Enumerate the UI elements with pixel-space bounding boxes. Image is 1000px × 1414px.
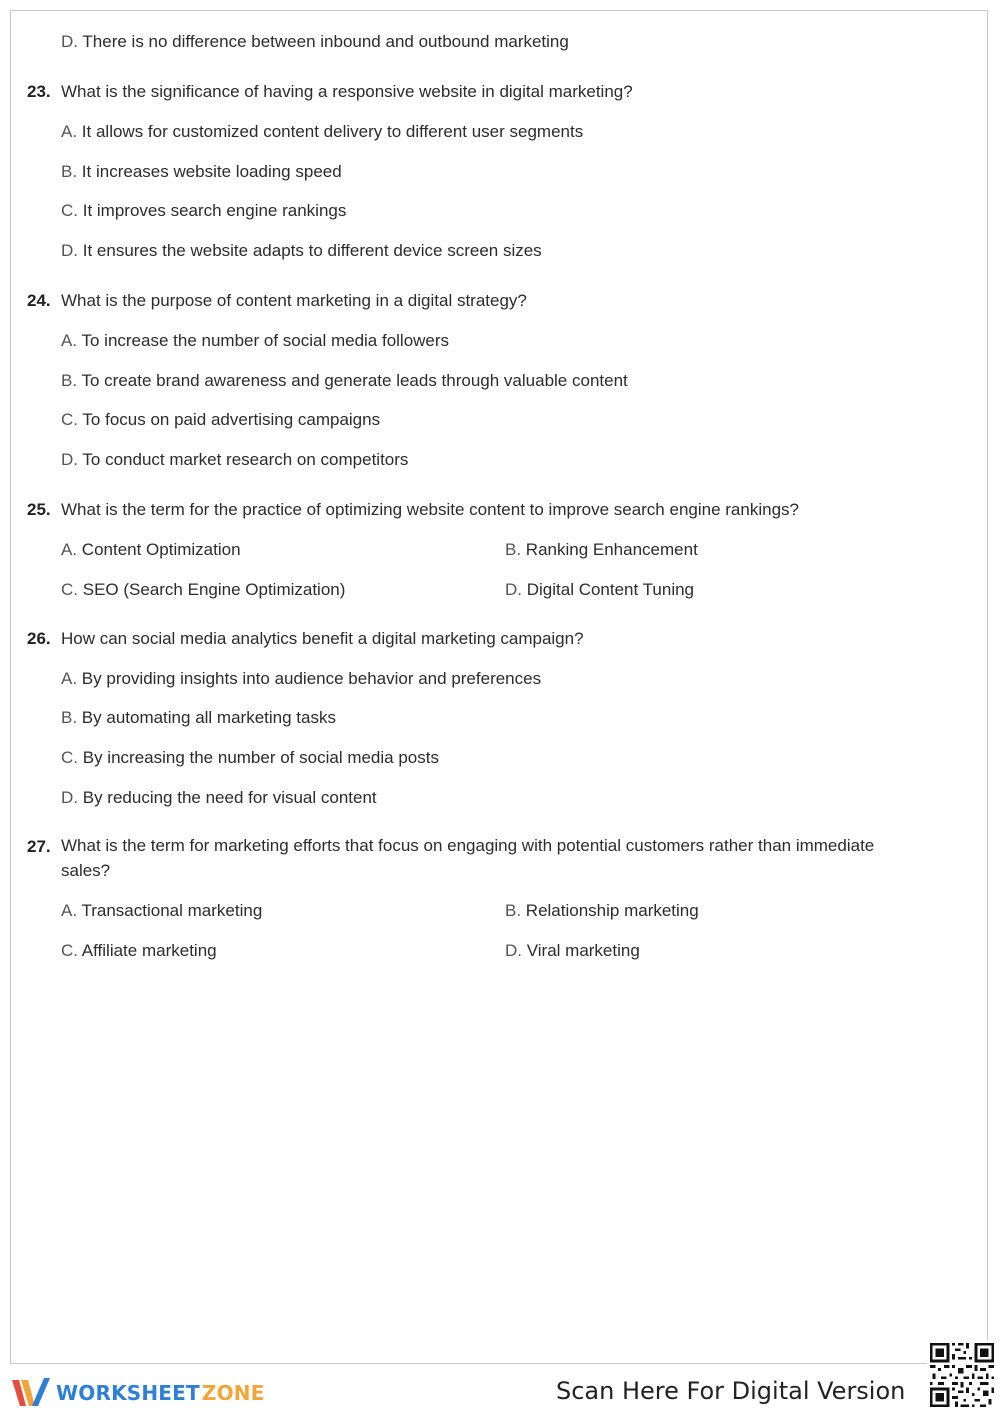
option-q27-d: D. Viral marketing — [505, 941, 640, 960]
question-number-26: 26. — [27, 629, 51, 648]
option-q25-c: C. SEO (Search Engine Optimization) — [61, 580, 346, 599]
worksheet-page — [10, 10, 988, 1364]
question-text-25: What is the term for the practice of optimizing website content to improve search engine rankings? — [61, 500, 799, 519]
qr-code-icon[interactable] — [927, 1340, 997, 1410]
option-q26-b: B. By automating all marketing tasks — [61, 708, 336, 727]
question-number-23: 23. — [27, 82, 51, 101]
option-q23-b: B. It increases website loading speed — [61, 162, 342, 181]
option-q23-c: C. It improves search engine rankings — [61, 201, 347, 220]
option-q27-b: B. Relationship marketing — [505, 901, 699, 920]
option-q25-d: D. Digital Content Tuning — [505, 580, 695, 599]
question-text-24: What is the purpose of content marketing in a digital strategy? — [61, 291, 527, 310]
worksheetzone-brand[interactable] — [10, 1375, 265, 1411]
option-q25-b: B. Ranking Enhancement — [505, 540, 698, 559]
question-number-27: 27. — [27, 837, 51, 856]
option-q24-b: B. To create brand awareness and generate leads through valuable content — [61, 371, 628, 390]
option-q24-c: C. To focus on paid advertising campaigns — [61, 410, 381, 429]
option-q27-a: A. Transactional marketing — [61, 901, 263, 920]
option-q27-c: C. Affiliate marketing — [61, 941, 217, 960]
option-q24-d: D. To conduct market research on competitors — [61, 450, 409, 469]
option-q26-c: C. By increasing the number of social media posts — [61, 748, 439, 767]
option-q25-a: A. Content Optimization — [61, 540, 241, 559]
option-q23-a: A. It allows for customized content delivery to different user segments — [61, 122, 584, 141]
option-q23-d: D. It ensures the website adapts to different device screen sizes — [61, 241, 542, 260]
option-q26-d: D. By reducing the need for visual content — [61, 788, 377, 807]
question-text-27: What is the term for marketing efforts that focus on engaging with potential customers rather than immediate sales? — [61, 836, 875, 880]
option-q22-d: D. There is no difference between inbound and outbound marketing — [61, 32, 569, 51]
option-q24-a: A. To increase the number of social media followers — [61, 331, 450, 350]
option-q26-a: A. By providing insights into audience behavior and preferences — [61, 669, 542, 688]
brand-wordmark: WORKSHEET ZONE — [56, 1381, 265, 1405]
question-text-26: How can social media analytics benefit a digital marketing campaign? — [61, 629, 584, 648]
question-number-25: 25. — [27, 500, 51, 519]
worksheetzone-logo-icon — [10, 1376, 52, 1410]
question-text-23: What is the significance of having a responsive website in digital marketing? — [61, 82, 633, 101]
question-number-24: 24. — [27, 291, 51, 310]
scan-here-text: Scan Here For Digital Version — [556, 1377, 906, 1405]
